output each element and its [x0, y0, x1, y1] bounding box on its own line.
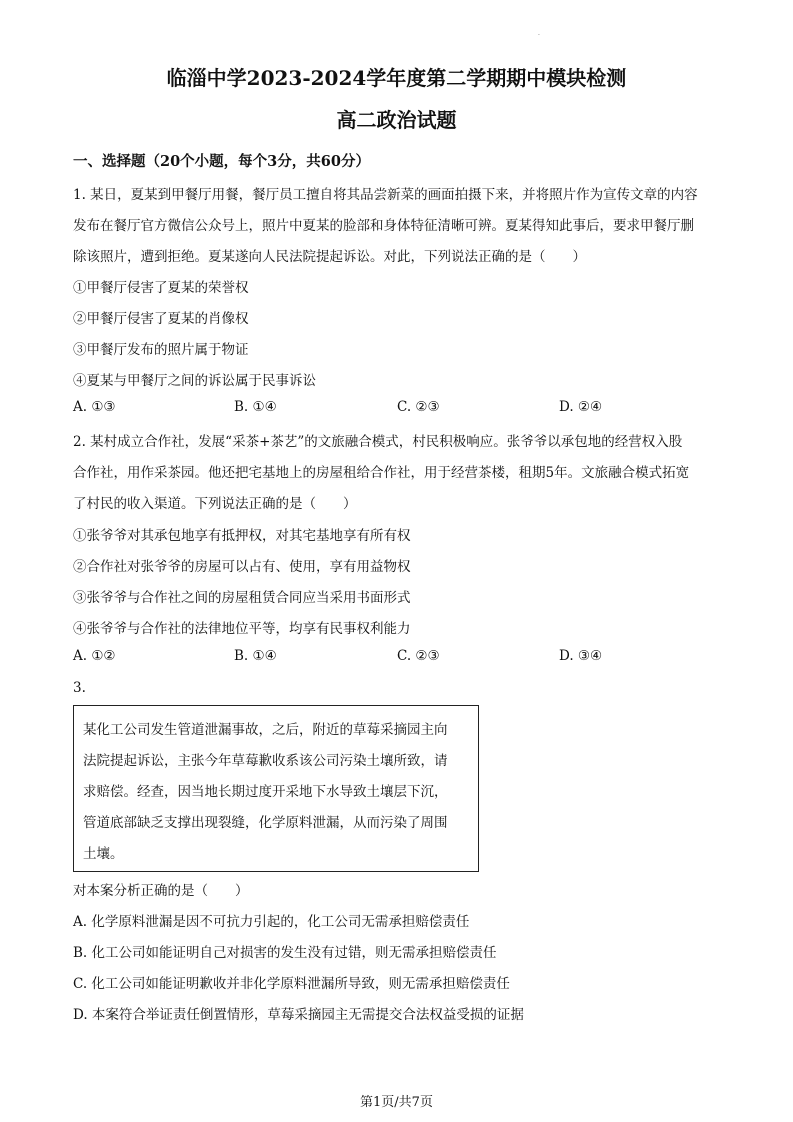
q3-stem: 对本案分析正确的是（ ）	[73, 883, 249, 899]
q2-option-c: C. ②③	[397, 648, 440, 664]
q3-option-d: D. 本案符合举证责任倒置情形，草莓采摘园主无需提交合法权益受损的证据	[73, 1007, 524, 1023]
q2-statement-3: ③张爷爷与合作社之间的房屋租赁合同应当采用书面形式	[73, 590, 411, 606]
q2-statement-4: ④张爷爷与合作社的法律地位平等，均享有民事权利能力	[73, 621, 411, 637]
q1-option-d: D. ②④	[559, 399, 603, 415]
q1-option-a: A. ①③	[73, 399, 116, 415]
q2-option-d: D. ③④	[559, 648, 603, 664]
q2-line-2: 合作社，用作采茶园。他还把宅基地上的房屋租给合作社，用于经营茶楼，租期5年。文旅融合模式拓宽	[73, 465, 690, 481]
q1-line-1: 1. 某日，夏某到甲餐厅用餐，餐厅员工擅自将其品尝新菜的画面拍摄下来，并将照片作为宣传文章的内容	[73, 187, 698, 203]
q3-option-c: C. 化工公司如能证明歉收并非化学原料泄漏所导致，则无需承担赔偿责任	[73, 976, 510, 992]
q3-option-b: B. 化工公司如能证明自己对损害的发生没有过错，则无需承担赔偿责任	[73, 945, 497, 961]
q3-material-line-5: 土壤。	[83, 846, 124, 862]
q1-line-3: 除该照片，遭到拒绝。夏某遂向人民法院提起诉讼。对此，下列说法正确的是（ ）	[73, 249, 586, 265]
q1-statement-2: ②甲餐厅侵害了夏某的肖像权	[73, 311, 249, 327]
q3-option-a: A. 化学原料泄漏是因不可抗力引起的，化工公司无需承担赔偿责任	[73, 914, 470, 930]
q3-material-line-1: 某化工公司发生管道泄漏事故，之后，附近的草莓采摘园主向	[83, 722, 448, 738]
q2-line-1: 2. 某村成立合作社，发展“采茶+茶艺”的文旅融合模式，村民积极响应。张爷爷以承包地的经营权入股	[73, 434, 683, 450]
scan-mark: .	[538, 30, 540, 37]
q3-material-line-3: 求赔偿。经查，因当地长期过度开采地下水导致土壤层下沉，	[83, 784, 448, 800]
exam-subtitle: 高二政治试题	[336, 108, 457, 132]
q1-statement-4: ④夏某与甲餐厅之间的诉讼属于民事诉讼	[73, 373, 316, 389]
section-title: 一、选择题（20个小题，每个3分，共60分）	[73, 153, 370, 170]
q1-option-c: C. ②③	[397, 399, 440, 415]
q1-statement-1: ①甲餐厅侵害了夏某的荣誉权	[73, 280, 249, 296]
q3-number: 3.	[73, 680, 86, 696]
page-number: 第1页/共7页	[360, 1095, 433, 1110]
q3-material-box	[73, 705, 479, 872]
q1-statement-3: ③甲餐厅发布的照片属于物证	[73, 342, 249, 358]
q2-option-a: A. ①②	[73, 648, 116, 664]
q2-statement-2: ②合作社对张爷爷的房屋可以占有、使用，享有用益物权	[73, 559, 411, 575]
q1-line-2: 发布在餐厅官方微信公众号上，照片中夏某的脸部和身体特征清晰可辨。夏某得知此事后，要求甲餐厅删	[73, 218, 694, 234]
q3-material-line-2: 法院提起诉讼，主张今年草莓歉收系该公司污染土壤所致，请	[83, 753, 448, 769]
q2-option-b: B. ①④	[234, 648, 277, 664]
q3-material-line-4: 管道底部缺乏支撑出现裂缝，化学原料泄漏，从而污染了周围	[83, 815, 448, 831]
q2-statement-1: ①张爷爷对其承包地享有抵押权，对其宅基地享有所有权	[73, 528, 411, 544]
q2-line-3: 了村民的收入渠道。下列说法正确的是（ ）	[73, 496, 357, 512]
q1-option-b: B. ①④	[234, 399, 277, 415]
exam-title: 临淄中学2023-2024学年度第二学期期中模块检测	[166, 66, 627, 90]
